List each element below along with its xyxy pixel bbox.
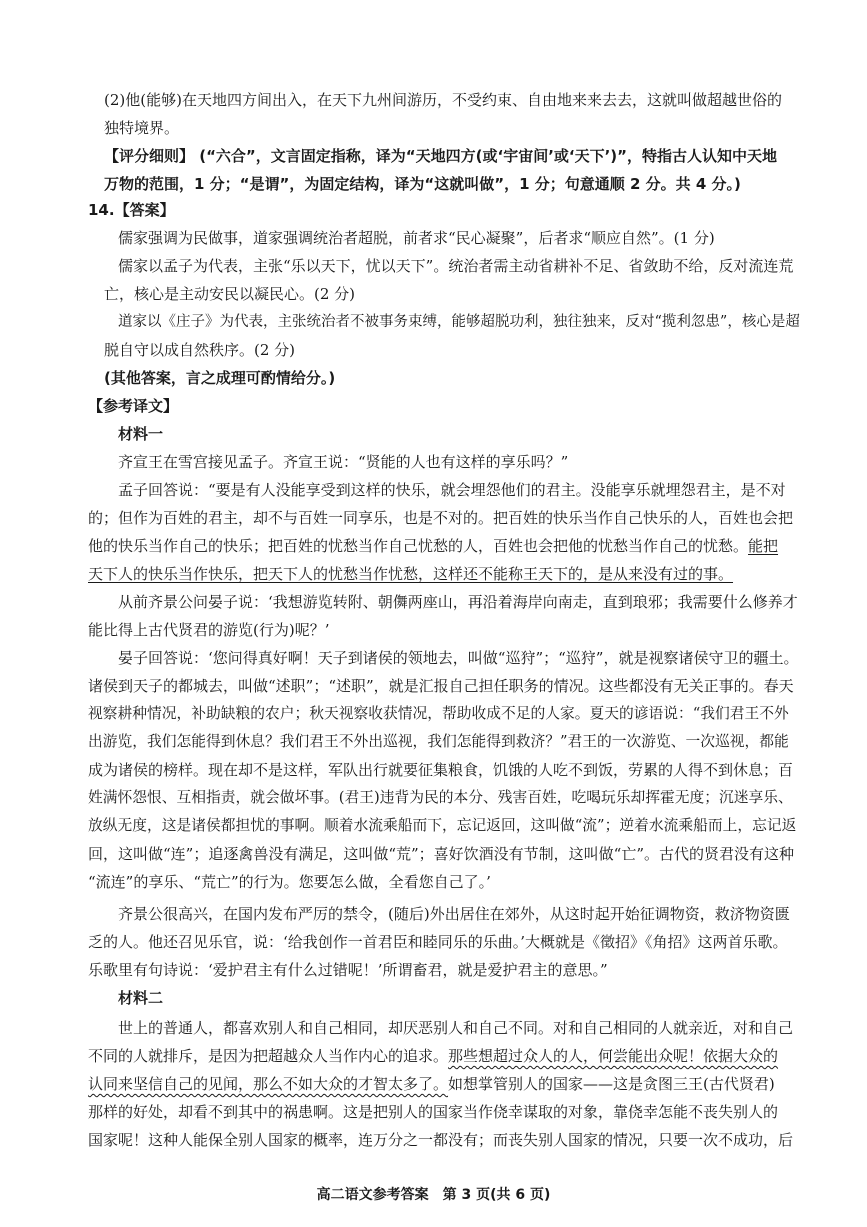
translation-p4-line5: 成为诸侯的榜样。现在却不是这样，军队出行就要征集粮食，饥饿的人吃不到饭，劳累的人得不到休息；百 [88,761,794,779]
q13-answer-line1: (2)他(能够)在天地四方间出入，在天下九州间游历，不受约束、自由地来来去去，这就叫做超越世俗的 [104,91,782,109]
translation-p6-line2-text: 不同的人就排斥，是因为把超越众人当作内心的追求。 [88,1047,449,1065]
translation-p6-line4: 那样的好处，却看不到其中的祸患啊。这是把别人的国家当作侥幸谋取的对象，靠侥幸怎能不丧失别人的 [88,1103,779,1121]
q13-scoring-line2: 万物的范围，1 分；“是谓”，为固定结构，译为“这就叫做”，1 分；句意通顺 2 分。共 4 分。) [104,175,741,193]
translation-p6-line3 [88,1074,775,1094]
material2-title: 材料二 [118,989,164,1007]
q14-line3: 亡，核心是主动安民以凝民心。(2 分) [104,285,356,303]
q13-answer-line2: 独特境界。 [104,119,180,137]
translation-heading: 【参考译文】 [88,397,179,415]
translation-p4-line6: 姓满怀怨恨、互相指责，就会做坏事。(君王)违背为民的本分、残害百姓，吃喝玩乐却挥霍无度；沉迷享乐、 [88,789,793,806]
material1-title: 材料一 [118,425,164,443]
translation-p6-line5: 国家呢！这种人能保全别人国家的概率，连万分之一都没有；而丧失别人国家的情况，只要一次不成功，后 [88,1131,794,1149]
translation-p5-line1: 齐景公很高兴，在国内发布严厉的禁令，(随后)外出居住在郊外，从这时起开始征调物资，救济物资匮 [118,905,790,923]
q13-scoring-line1: 【评分细则】 (“六合”，文言固定指称，译为“天地四方(或‘宇宙间’或‘天下’)”，特指古人认知中天地 [104,147,778,165]
translation-p3-line1: 从前齐景公问晏子说：‘我想游览转附、朝儛两座山，再沿着海岸向南走，直到琅邪；我需要什么修养才 [118,593,798,611]
translation-p4-line9: “流连”的享乐、“荒亡”的行为。您要怎么做，全看您自己了。’ [88,873,491,891]
translation-p3-line2: 能比得上古代贤君的游览(行为)呢？’ [88,621,330,639]
translation-p2-line2: 的；但作为百姓的君主，却不与百姓一同享乐，也是不对的。把百姓的快乐当作自己快乐的人，百姓也会把 [88,509,794,527]
translation-p2-line4: 天下人的快乐当作快乐，把天下人的忧愁当作忧愁，这样还不能称王天下的，是从来没有过的事。 [88,565,734,583]
page-footer: 高二语文参考答案 第 3 页(共 6 页) [316,1187,551,1203]
translation-p4-line7: 放纵无度，这是诸侯都担忧的事啊。顺着水流乘船而下，忘记返回，这叫做“流”；逆着水流乘船而上，忘记返 [88,817,797,834]
translation-p2-line1: 孟子回答说：“要是有人没能享受到这样的快乐，就会埋怨他们的君主。没能享乐就埋怨君主，是不对 [118,481,786,499]
translation-p5-line3: 乐歌里有句诗说：‘爱护君主有什么过错呢！’所谓畜君，就是爱护君主的意思。” [88,961,608,979]
wavy-underlined-sentence: 那些想超过众人的人，何尝能出众呢！依据大众的 [448,1047,779,1065]
translation-p4-line3: 视察耕种情况，补助缺粮的农户；秋天视察收获情况，帮助收成不足的人家。夏天的谚语说：“我们君王不外 [88,705,789,722]
translation-p4-line4: 出游览，我们怎能得到休息？我们君王不外出巡视，我们怎能得到救济？”君王的一次游览、一次巡视，都能 [88,733,789,750]
translation-p1: 齐宣王在雪宫接见孟子。齐宣王说：“贤能的人也有这样的享乐吗？” [118,453,569,471]
wavy-underlined-sentence-cont: 认同来坚信自己的见闻，那么不如大众的才智太多了。 [88,1075,449,1093]
translation-p6-line1: 世上的普通人，都喜欢别人和自己相同，却厌恶别人和自己不同。对和自己相同的人就亲近，对和自己 [118,1019,794,1037]
translation-p2-line3-text: 他的快乐当作自己的快乐；把百姓的忧愁当作自己忧愁的人，百姓也会把他的忧愁当作自己的忧愁。 [88,537,749,555]
q14-note: (其他答案，言之成理可酌情给分。) [104,369,336,387]
underlined-key-sentence: 能把 [748,537,779,555]
q14-line1: 儒家强调为民做事，道家强调统治者超脱，前者求“民心凝聚”，后者求“顺应自然”。(1 分) [118,229,715,247]
translation-p4-line1: 晏子回答说：‘您问得真好啊！天子到诸侯的领地去，叫做“巡狩”；“巡狩”，就是视察诸侯守卫的疆土。 [118,649,799,667]
q14-heading: 14.【答案】 [88,201,175,219]
translation-p6-line2 [88,1046,778,1066]
translation-p4-line2: 诸侯到天子的都城去，叫做“述职”；“述职”，就是汇报自己担任职务的情况。这些都没有无关正事的。春天 [88,677,794,695]
q14-line5: 脱自守以成自然秩序。(2 分) [104,341,296,359]
q14-line4: 道家以《庄子》为代表，主张统治者不被事务束缚，能够超脱功利，独往独来，反对“揽利忽患”，核心是超 [118,314,800,330]
translation-p2-line3 [88,536,778,556]
q14-line2: 儒家以孟子为代表，主张“乐以天下，忧以天下”。统治者需主动省耕补不足、省敛助不给，反对流连荒 [118,257,794,275]
translation-p4-line8: 回，这叫做“连”；追逐禽兽没有满足，这叫做“荒”；喜好饮酒没有节制，这叫做“亡”。古代的贤君没有这种 [88,845,795,863]
translation-p6-line3-text: 如想掌管别人的国家——这是贪图三王(古代贤君) [448,1075,775,1093]
translation-p5-line2: 乏的人。他还召见乐官，说：‘给我创作一首君臣和睦同乐的乐曲。’大概就是《徵招》《角招》这两首乐歌。 [88,933,788,951]
